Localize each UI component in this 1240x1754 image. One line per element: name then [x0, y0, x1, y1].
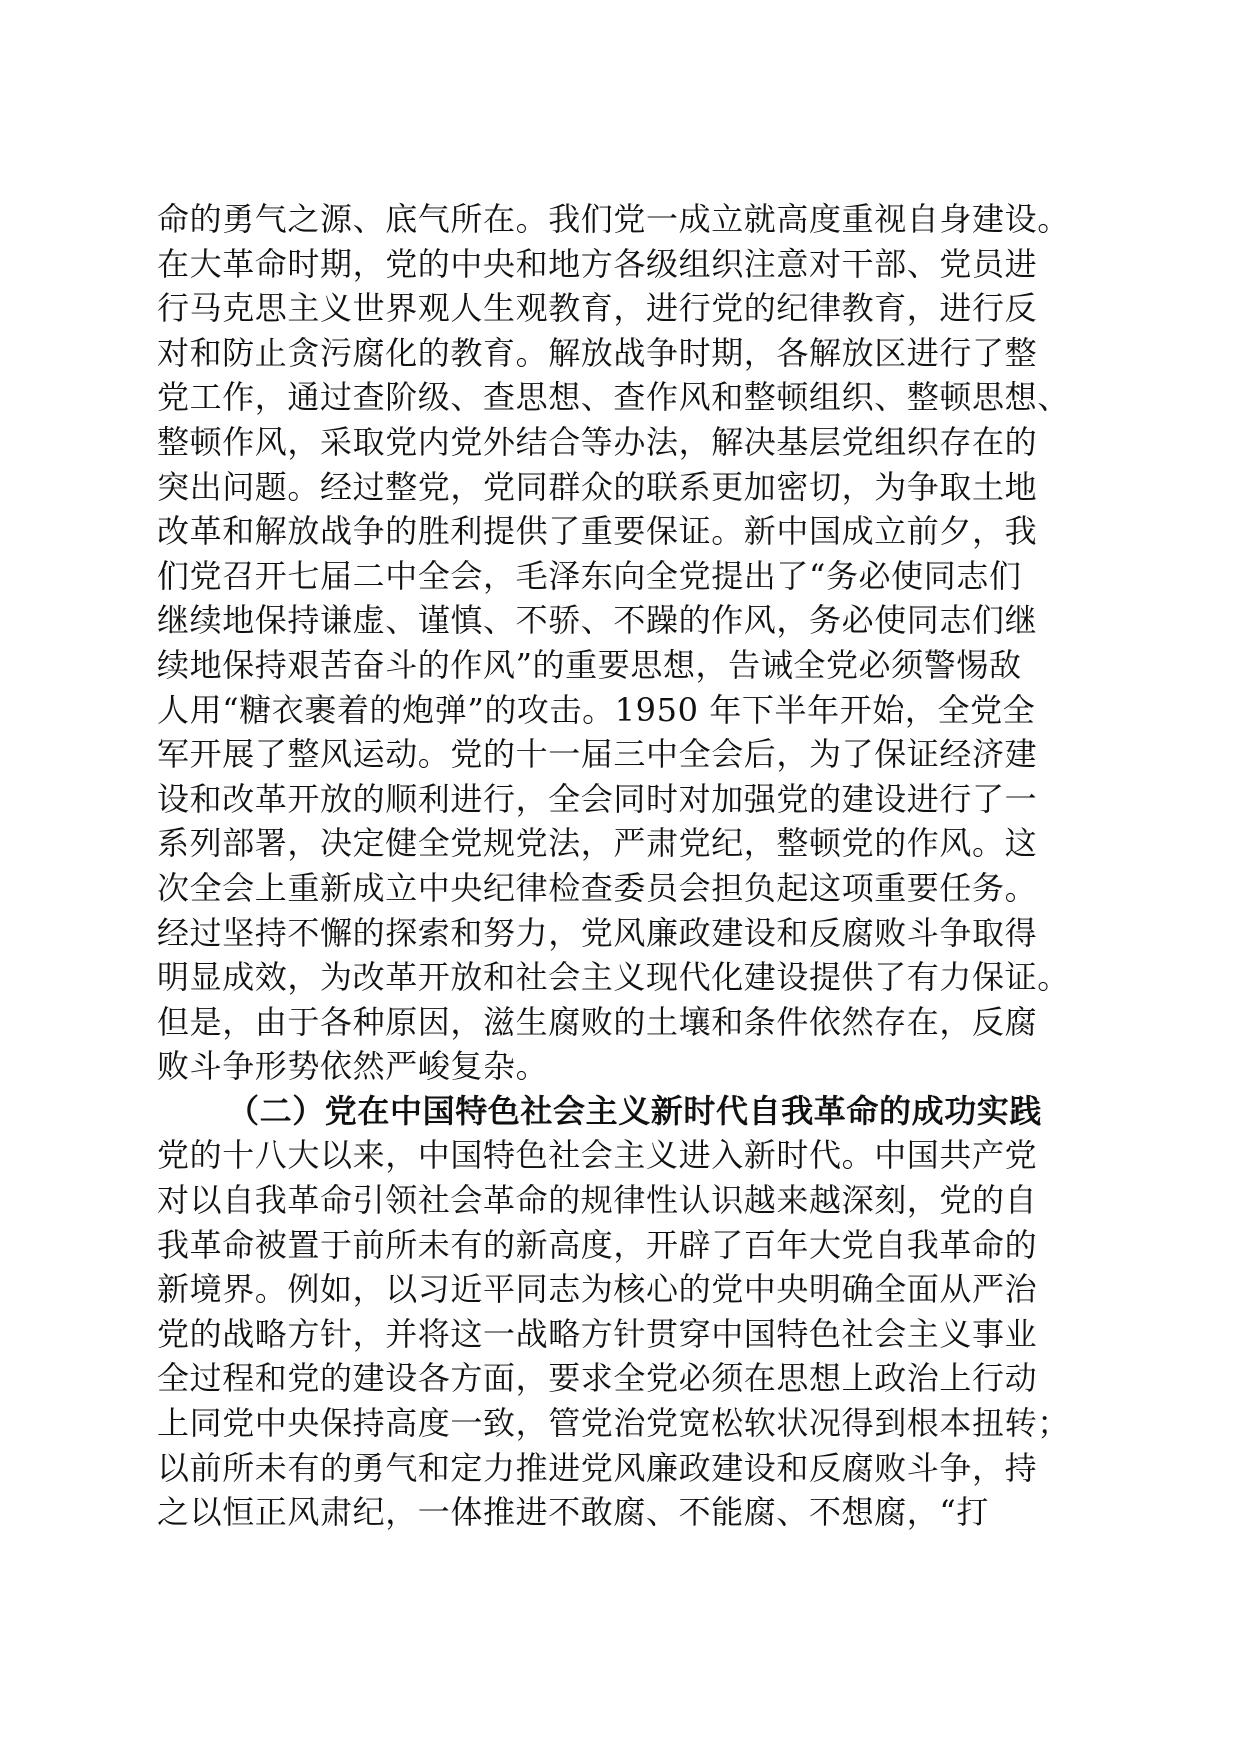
text-line: 命的勇气之源、底气所在。我们党一成立就高度重视自身建设。	[157, 200, 1070, 238]
text-line: 军开展了整风运动。党的十一届三中全会后，为了保证经济建	[157, 735, 1038, 774]
text-line: 但是，由于各种原因，滋生腐败的土壤和条件依然存在，反腐	[157, 1002, 1038, 1041]
text-line: 系列部署，决定健全党规党法，严肃党纪，整顿党的作风。这	[157, 824, 1038, 863]
text-line: 次全会上重新成立中央纪律检查委员会担负起这项重要任务。	[157, 868, 1038, 907]
text-line: 新境界。例如，以习近平同志为核心的党中央明确全面从严治	[157, 1270, 1038, 1309]
text-line: 继续地保持谦虚、谨慎、不骄、不躁的作风，务必使同志们继	[157, 601, 1038, 640]
text-line: 上同党中央保持高度一致，管党治党宽松软状况得到根本扭转；	[157, 1404, 1070, 1443]
text-line: 们党召开七届二中全会，毛泽东向全党提出了“务必使同志们	[157, 556, 1022, 595]
text-line: 党的战略方针，并将这一战略方针贯穿中国特色社会主义事业	[157, 1314, 1038, 1353]
text-line: 经过坚持不懈的探索和努力，党风廉政建设和反腐败斗争取得	[157, 913, 1038, 952]
text-line: 突出问题。经过整党，党同群众的联系更加密切，为争取土地	[157, 467, 1038, 506]
text-line: 续地保持艰苦奋斗的作风”的重要思想，告诫全党必须警惕敌	[157, 645, 1022, 684]
text-line: 改革和解放战争的胜利提供了重要保证。新中国成立前夕，我	[157, 512, 1038, 551]
text-line: 对和防止贪污腐化的教育。解放战争时期，各解放区进行了整	[157, 333, 1038, 372]
text-line: 人用“糖衣裹着的炮弹”的攻击。1950 年下半年开始，全党全	[157, 690, 1036, 729]
section-heading: （二）党在中国特色社会主义新时代自我革命的成功实践	[227, 1091, 1043, 1130]
text-line: 败斗争形势依然严峻复杂。	[157, 1047, 549, 1086]
text-line: 设和改革开放的顺利进行，全会同时对加强党的建设进行了一	[157, 779, 1038, 818]
text-line: 对以自我革命引领社会革命的规律性认识越来越深刻，党的自	[157, 1181, 1038, 1220]
text-line: 以前所未有的勇气和定力推进党风廉政建设和反腐败斗争，持	[157, 1448, 1038, 1487]
body-text	[157, 197, 1092, 1535]
text-line: 我革命被置于前所未有的新高度，开辟了百年大党自我革命的	[157, 1225, 1038, 1264]
text-line: 全过程和党的建设各方面，要求全党必须在思想上政治上行动	[157, 1359, 1038, 1398]
text-line: 明显成效，为改革开放和社会主义现代化建设提供了有力保证。	[157, 958, 1070, 997]
text-line: 行马克思主义世界观人生观教育，进行党的纪律教育，进行反	[157, 289, 1038, 328]
text-line: 党的十八大以来，中国特色社会主义进入新时代。中国共产党	[157, 1136, 1038, 1175]
text-line: 党工作，通过查阶级、查思想、查作风和整顿组织、整顿思想、	[157, 378, 1070, 417]
text-line: 之以恒正风肃纪，一体推进不敢腐、不能腐、不想腐，“打	[157, 1493, 989, 1532]
text-line: 整顿作风，采取党内党外结合等办法，解决基层党组织存在的	[157, 422, 1038, 461]
text-line: 在大革命时期，党的中央和地方各级组织注意对干部、党员进	[157, 244, 1038, 283]
